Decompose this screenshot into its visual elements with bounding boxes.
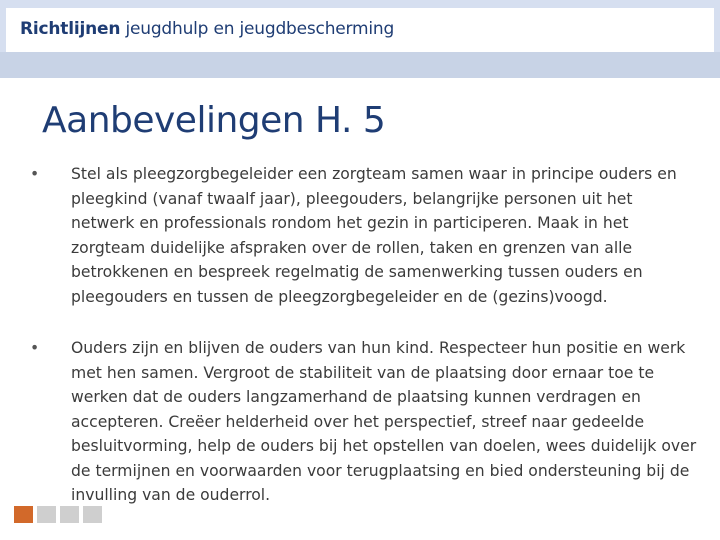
bullet-list (30, 162, 700, 508)
header-title (20, 19, 394, 39)
footer-square (60, 506, 79, 523)
footer-square-accent (14, 506, 33, 523)
bullet-text: Stel als pleegzorgbegeleider een zorgteam samen waar in principe ouders en pleegkind (vanaf twaalf jaar), pleegouders, belangrijke personen uit het netwerk en professionals rondom het gezin in participeren. Maak in het zorgteam duidelijke afspraken over de rollen, taken en grenzen van alle betrokkenen en bespreek regelmatig de samenwerking tussen ouders en pleegouders en tussen de pleegzorgbegeleider en de (gezins)voogd. (71, 165, 677, 306)
bullet-dot: • (30, 339, 40, 357)
footer-square (37, 506, 56, 523)
bullet-item (30, 336, 700, 508)
header-title-bold: Richtlijnen (20, 19, 121, 39)
footer-square (83, 506, 102, 523)
header-title-rest: jeugdhulp en jeugdbescherming (125, 19, 395, 39)
slide-title: Aanbevelingen H. 5 (42, 100, 386, 141)
bullet-item (30, 162, 700, 309)
bullet-text: Ouders zijn en blijven de ouders van hun kind. Respecteer hun positie en werk met hen samen. Vergroot de stabiliteit van de plaatsing door ernaar toe te werken dat de ouders langzamerhand de plaatsing kunnen verdragen en accepteren. Creëer helderheid over het perspectief, streef naar gedeelde besluitvorming, help de ouders bij het opstellen van doelen, wees duidelijk over de termijnen en voorwaarden voor terugplaatsing en bied ondersteuning bij de invulling van de ouderrol. (71, 339, 697, 504)
bullet-dot: • (30, 165, 40, 183)
footer-squares (14, 506, 102, 523)
